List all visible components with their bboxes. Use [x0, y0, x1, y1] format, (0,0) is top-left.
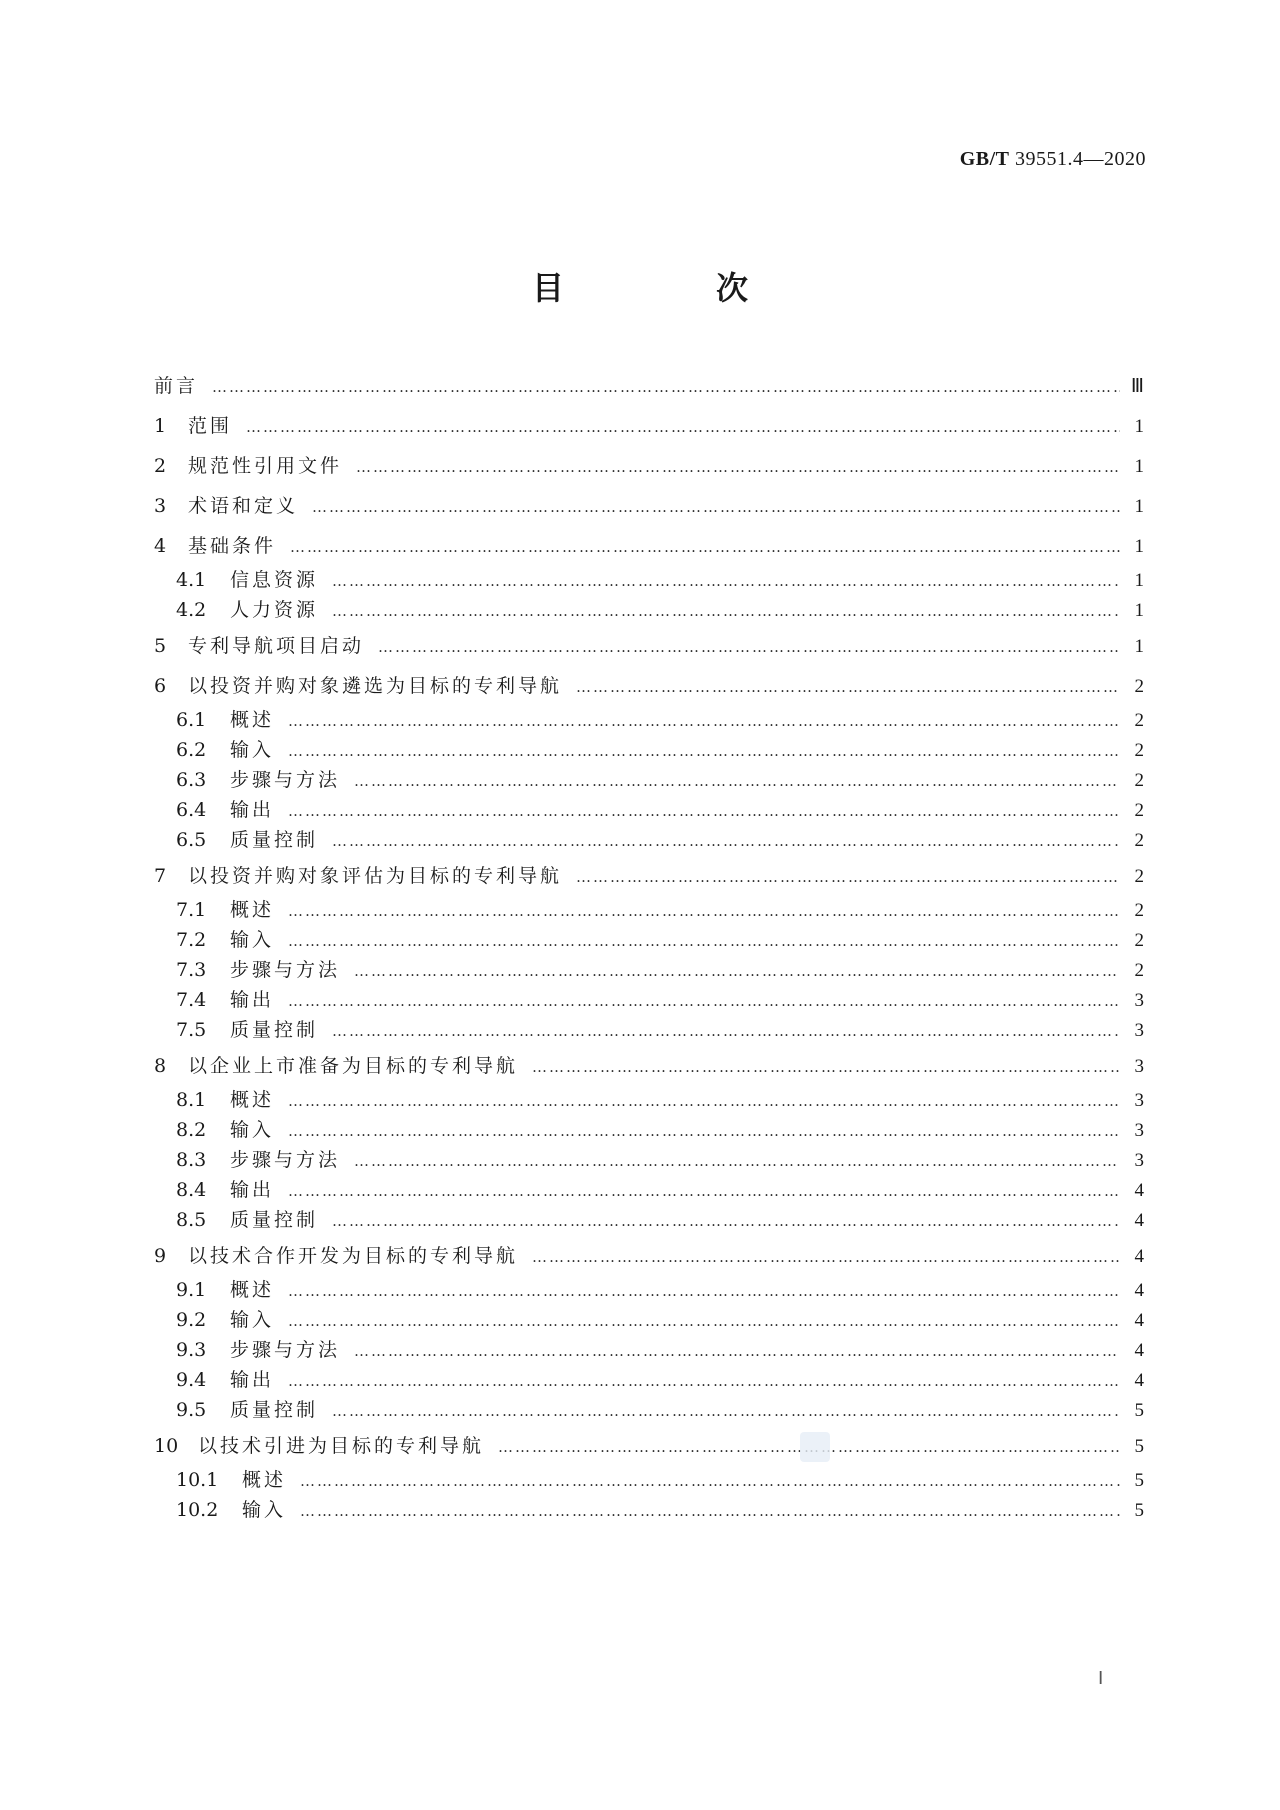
toc-entry-number: 8.3 [176, 1149, 207, 1171]
toc-leader-dots [300, 1502, 1120, 1520]
toc-entry-page: 4 [1134, 1310, 1144, 1331]
toc-entry-number: 9.2 [176, 1309, 207, 1331]
toc-entry-page: 1 [1134, 636, 1144, 657]
toc-entry[interactable] [154, 985, 1144, 1015]
toc-entry-page: 4 [1134, 1280, 1144, 1301]
toc-entry[interactable] [154, 1241, 1144, 1275]
toc-entry-number: 7.2 [176, 929, 207, 951]
toc-entry-page: 1 [1134, 496, 1144, 517]
toc-entry-label: 范围 [188, 415, 233, 437]
toc-entry[interactable] [154, 705, 1144, 735]
toc-entry-number: 6.4 [176, 799, 207, 821]
standard-code [960, 148, 1146, 171]
toc-entry-number: 6.5 [176, 829, 207, 851]
toc-entry-label: 概述 [230, 1279, 275, 1301]
toc-leader-dots [354, 962, 1120, 980]
toc-entry-number: 7 [154, 865, 167, 887]
toc-leader-dots [290, 538, 1120, 556]
toc-entry-number: 3 [154, 495, 167, 517]
toc-leader-dots [288, 932, 1120, 950]
toc-entry[interactable] [154, 1175, 1144, 1205]
toc-entry[interactable] [154, 1305, 1144, 1335]
toc-entry[interactable] [154, 861, 1144, 895]
toc-entry-label: 输入 [230, 1119, 275, 1141]
toc-entry-label: 步骤与方法 [230, 1339, 341, 1361]
toc-entry[interactable] [154, 1365, 1144, 1395]
toc-entry-number: 9.1 [176, 1279, 207, 1301]
toc-entry-label: 输出 [230, 1369, 275, 1391]
toc-entry-number: 7.3 [176, 959, 207, 981]
toc-entry[interactable] [154, 565, 1144, 595]
toc-leader-dots [576, 678, 1120, 696]
toc-leader-dots [288, 902, 1120, 920]
toc-entry[interactable] [154, 795, 1144, 825]
toc-entry-page: 2 [1134, 800, 1144, 821]
toc-entry-number: 7.4 [176, 989, 207, 1011]
toc-leader-dots [332, 602, 1120, 620]
toc-entry-page: 1 [1134, 416, 1144, 437]
toc-entry-label: 步骤与方法 [230, 1149, 341, 1171]
toc-entry-number: 8.4 [176, 1179, 207, 1201]
toc-entry[interactable] [154, 671, 1144, 705]
toc-entry-number: 9.3 [176, 1339, 207, 1361]
toc-entry-label: 基础条件 [188, 535, 277, 557]
toc-leader-dots [332, 1022, 1120, 1040]
toc-entry-number: 4.2 [176, 599, 207, 621]
page-folio: Ⅰ [1098, 1668, 1104, 1688]
toc-entry-page: 4 [1134, 1180, 1144, 1201]
toc-entry-page: 3 [1134, 1056, 1144, 1077]
toc-entry-label: 以投资并购对象评估为目标的专利导航 [188, 865, 563, 887]
toc-entry-number: 7.1 [176, 899, 207, 921]
toc-entry-page: 3 [1134, 1020, 1144, 1041]
toc-entry[interactable] [154, 1145, 1144, 1175]
toc-entry[interactable] [154, 1085, 1144, 1115]
toc-entry-page: 2 [1134, 930, 1144, 951]
toc-entry-page: 2 [1134, 676, 1144, 697]
toc-entry-page: 1 [1134, 600, 1144, 621]
toc-entry-number: 6.3 [176, 769, 207, 791]
toc-leader-dots [288, 1092, 1120, 1110]
toc-leader-dots [288, 712, 1120, 730]
watermark-logo [800, 1432, 830, 1462]
toc-entry-label: 输入 [242, 1499, 287, 1521]
toc-entry-number: 9.5 [176, 1399, 207, 1421]
toc-entry-number: 6.2 [176, 739, 207, 761]
toc-entry[interactable] [154, 631, 1144, 665]
toc-leader-dots [312, 498, 1120, 516]
toc-entry-page: 2 [1134, 830, 1144, 851]
toc-entry-number: 2 [154, 455, 167, 477]
toc-entry[interactable] [154, 1395, 1144, 1425]
toc-leader-dots [288, 1372, 1120, 1390]
toc-entry-label: 信息资源 [230, 569, 319, 591]
toc-entry-number: 5 [154, 635, 167, 657]
toc-entry-label: 质量控制 [230, 1399, 319, 1421]
toc-entry-number: 10.1 [176, 1469, 219, 1491]
toc-entry-page: 4 [1134, 1246, 1144, 1267]
toc-entry-page: 5 [1134, 1470, 1144, 1491]
toc-entry-label: 规范性引用文件 [188, 455, 343, 477]
toc-entry-page: 2 [1134, 960, 1144, 981]
toc-entry-page: 5 [1134, 1500, 1144, 1521]
toc-entry[interactable] [154, 735, 1144, 765]
toc-entry-number: 6 [154, 675, 167, 697]
toc-entry-label: 概述 [230, 1089, 275, 1111]
toc-entry[interactable] [154, 1465, 1144, 1495]
toc-leader-dots [300, 1472, 1120, 1490]
toc-entry-label: 质量控制 [230, 829, 319, 851]
toc-entry-label: 输入 [230, 929, 275, 951]
toc-entry[interactable] [154, 765, 1144, 795]
toc-entry-label: 输出 [230, 989, 275, 1011]
toc-entry-page: 2 [1134, 740, 1144, 761]
toc-entry[interactable] [154, 411, 1144, 445]
toc-entry-page: 1 [1134, 456, 1144, 477]
toc-entry[interactable] [154, 1205, 1144, 1235]
toc-leader-dots [288, 1122, 1120, 1140]
toc-entry[interactable] [154, 371, 1144, 405]
toc-leader-dots [332, 572, 1120, 590]
toc-entry-page: 3 [1134, 1090, 1144, 1111]
toc-entry[interactable] [154, 1051, 1144, 1085]
toc-leader-dots [288, 1182, 1120, 1200]
page-title: 目 次 [531, 269, 808, 307]
toc-entry[interactable] [154, 825, 1144, 855]
toc-entry[interactable] [154, 531, 1144, 565]
toc-entry-label: 概述 [230, 709, 275, 731]
toc-entry-label: 质量控制 [230, 1209, 319, 1231]
toc-entry-number: 1 [154, 415, 167, 437]
toc-entry-page: 4 [1134, 1340, 1144, 1361]
toc-entry-number: 8.5 [176, 1209, 207, 1231]
toc-entry-number: 8.2 [176, 1119, 207, 1141]
toc-entry[interactable] [154, 1275, 1144, 1305]
toc-entry[interactable] [154, 895, 1144, 925]
toc-leader-dots [288, 992, 1120, 1010]
toc-entry[interactable] [154, 1335, 1144, 1365]
toc-entry-label: 人力资源 [230, 599, 319, 621]
toc-entry-number: 7.5 [176, 1019, 207, 1041]
toc-entry-label: 输入 [230, 1309, 275, 1331]
toc-entry-page: 1 [1134, 536, 1144, 557]
toc-leader-dots [246, 418, 1120, 436]
toc-entry[interactable] [154, 1495, 1144, 1525]
toc-entry-label: 前言 [154, 375, 199, 397]
toc-entry-label: 概述 [242, 1469, 287, 1491]
toc-entry-number: 6.1 [176, 709, 207, 731]
toc-entry-page: 2 [1134, 770, 1144, 791]
toc-leader-dots [288, 742, 1120, 760]
toc-entry-label: 输出 [230, 1179, 275, 1201]
toc-entry-page: 5 [1134, 1436, 1144, 1457]
toc-entry-number: 8.1 [176, 1089, 207, 1111]
toc-entry-label: 以企业上市准备为目标的专利导航 [188, 1055, 519, 1077]
toc-leader-dots [288, 1282, 1120, 1300]
toc-entry-page: 5 [1134, 1400, 1144, 1421]
toc-entry[interactable] [154, 925, 1144, 955]
toc-leader-dots [532, 1248, 1120, 1266]
toc-entry-label: 步骤与方法 [230, 769, 341, 791]
toc-entry[interactable] [154, 1115, 1144, 1145]
toc-entry-page: 2 [1134, 900, 1144, 921]
toc-leader-dots [354, 1152, 1120, 1170]
toc-leader-dots [212, 378, 1120, 396]
toc-leader-dots [288, 1312, 1120, 1330]
table-of-contents [154, 371, 1144, 1525]
toc-entry-label: 专利导航项目启动 [188, 635, 365, 657]
toc-entry-label: 以技术引进为目标的专利导航 [198, 1435, 485, 1457]
toc-leader-dots [332, 1212, 1120, 1230]
toc-entry-label: 以技术合作开发为目标的专利导航 [188, 1245, 519, 1267]
toc-leader-dots [356, 458, 1120, 476]
toc-entry-label: 步骤与方法 [230, 959, 341, 981]
toc-leader-dots [378, 638, 1120, 656]
toc-leader-dots [354, 772, 1120, 790]
toc-leader-dots [332, 832, 1120, 850]
toc-leader-dots [332, 1402, 1120, 1420]
toc-entry-number: 4 [154, 535, 167, 557]
toc-entry-page: 4 [1134, 1370, 1144, 1391]
toc-entry-page: 3 [1134, 990, 1144, 1011]
standard-number: 39551.4—2020 [1015, 148, 1146, 170]
toc-entry-label: 质量控制 [230, 1019, 319, 1041]
toc-entry-number: 9.4 [176, 1369, 207, 1391]
toc-entry[interactable] [154, 491, 1144, 525]
toc-entry-page: 4 [1134, 1210, 1144, 1231]
toc-entry-page: 3 [1134, 1150, 1144, 1171]
toc-entry-page: 3 [1134, 1120, 1144, 1141]
toc-entry-number: 8 [154, 1055, 167, 1077]
toc-entry-page: 1 [1134, 570, 1144, 591]
toc-entry-number: 9 [154, 1245, 167, 1267]
standard-prefix: GB/T [959, 148, 1010, 170]
toc-leader-dots [288, 802, 1120, 820]
toc-entry-number: 4.1 [176, 569, 207, 591]
toc-leader-dots [576, 868, 1120, 886]
toc-entry-label: 术语和定义 [188, 495, 299, 517]
toc-entry[interactable] [154, 1431, 1144, 1465]
toc-entry-number: 10 [154, 1435, 179, 1457]
toc-entry[interactable] [154, 451, 1144, 485]
toc-entry-label: 输出 [230, 799, 275, 821]
toc-entry-label: 以投资并购对象遴选为目标的专利导航 [188, 675, 563, 697]
toc-entry-page: 2 [1134, 866, 1144, 887]
toc-leader-dots [354, 1342, 1120, 1360]
toc-leader-dots [532, 1058, 1120, 1076]
toc-entry-page: Ⅲ [1130, 376, 1144, 397]
toc-entry[interactable] [154, 595, 1144, 625]
toc-entry-number: 10.2 [176, 1499, 219, 1521]
toc-entry[interactable] [154, 955, 1144, 985]
toc-entry-label: 输入 [230, 739, 275, 761]
toc-entry-page: 2 [1134, 710, 1144, 731]
toc-entry[interactable] [154, 1015, 1144, 1045]
toc-entry-label: 概述 [230, 899, 275, 921]
